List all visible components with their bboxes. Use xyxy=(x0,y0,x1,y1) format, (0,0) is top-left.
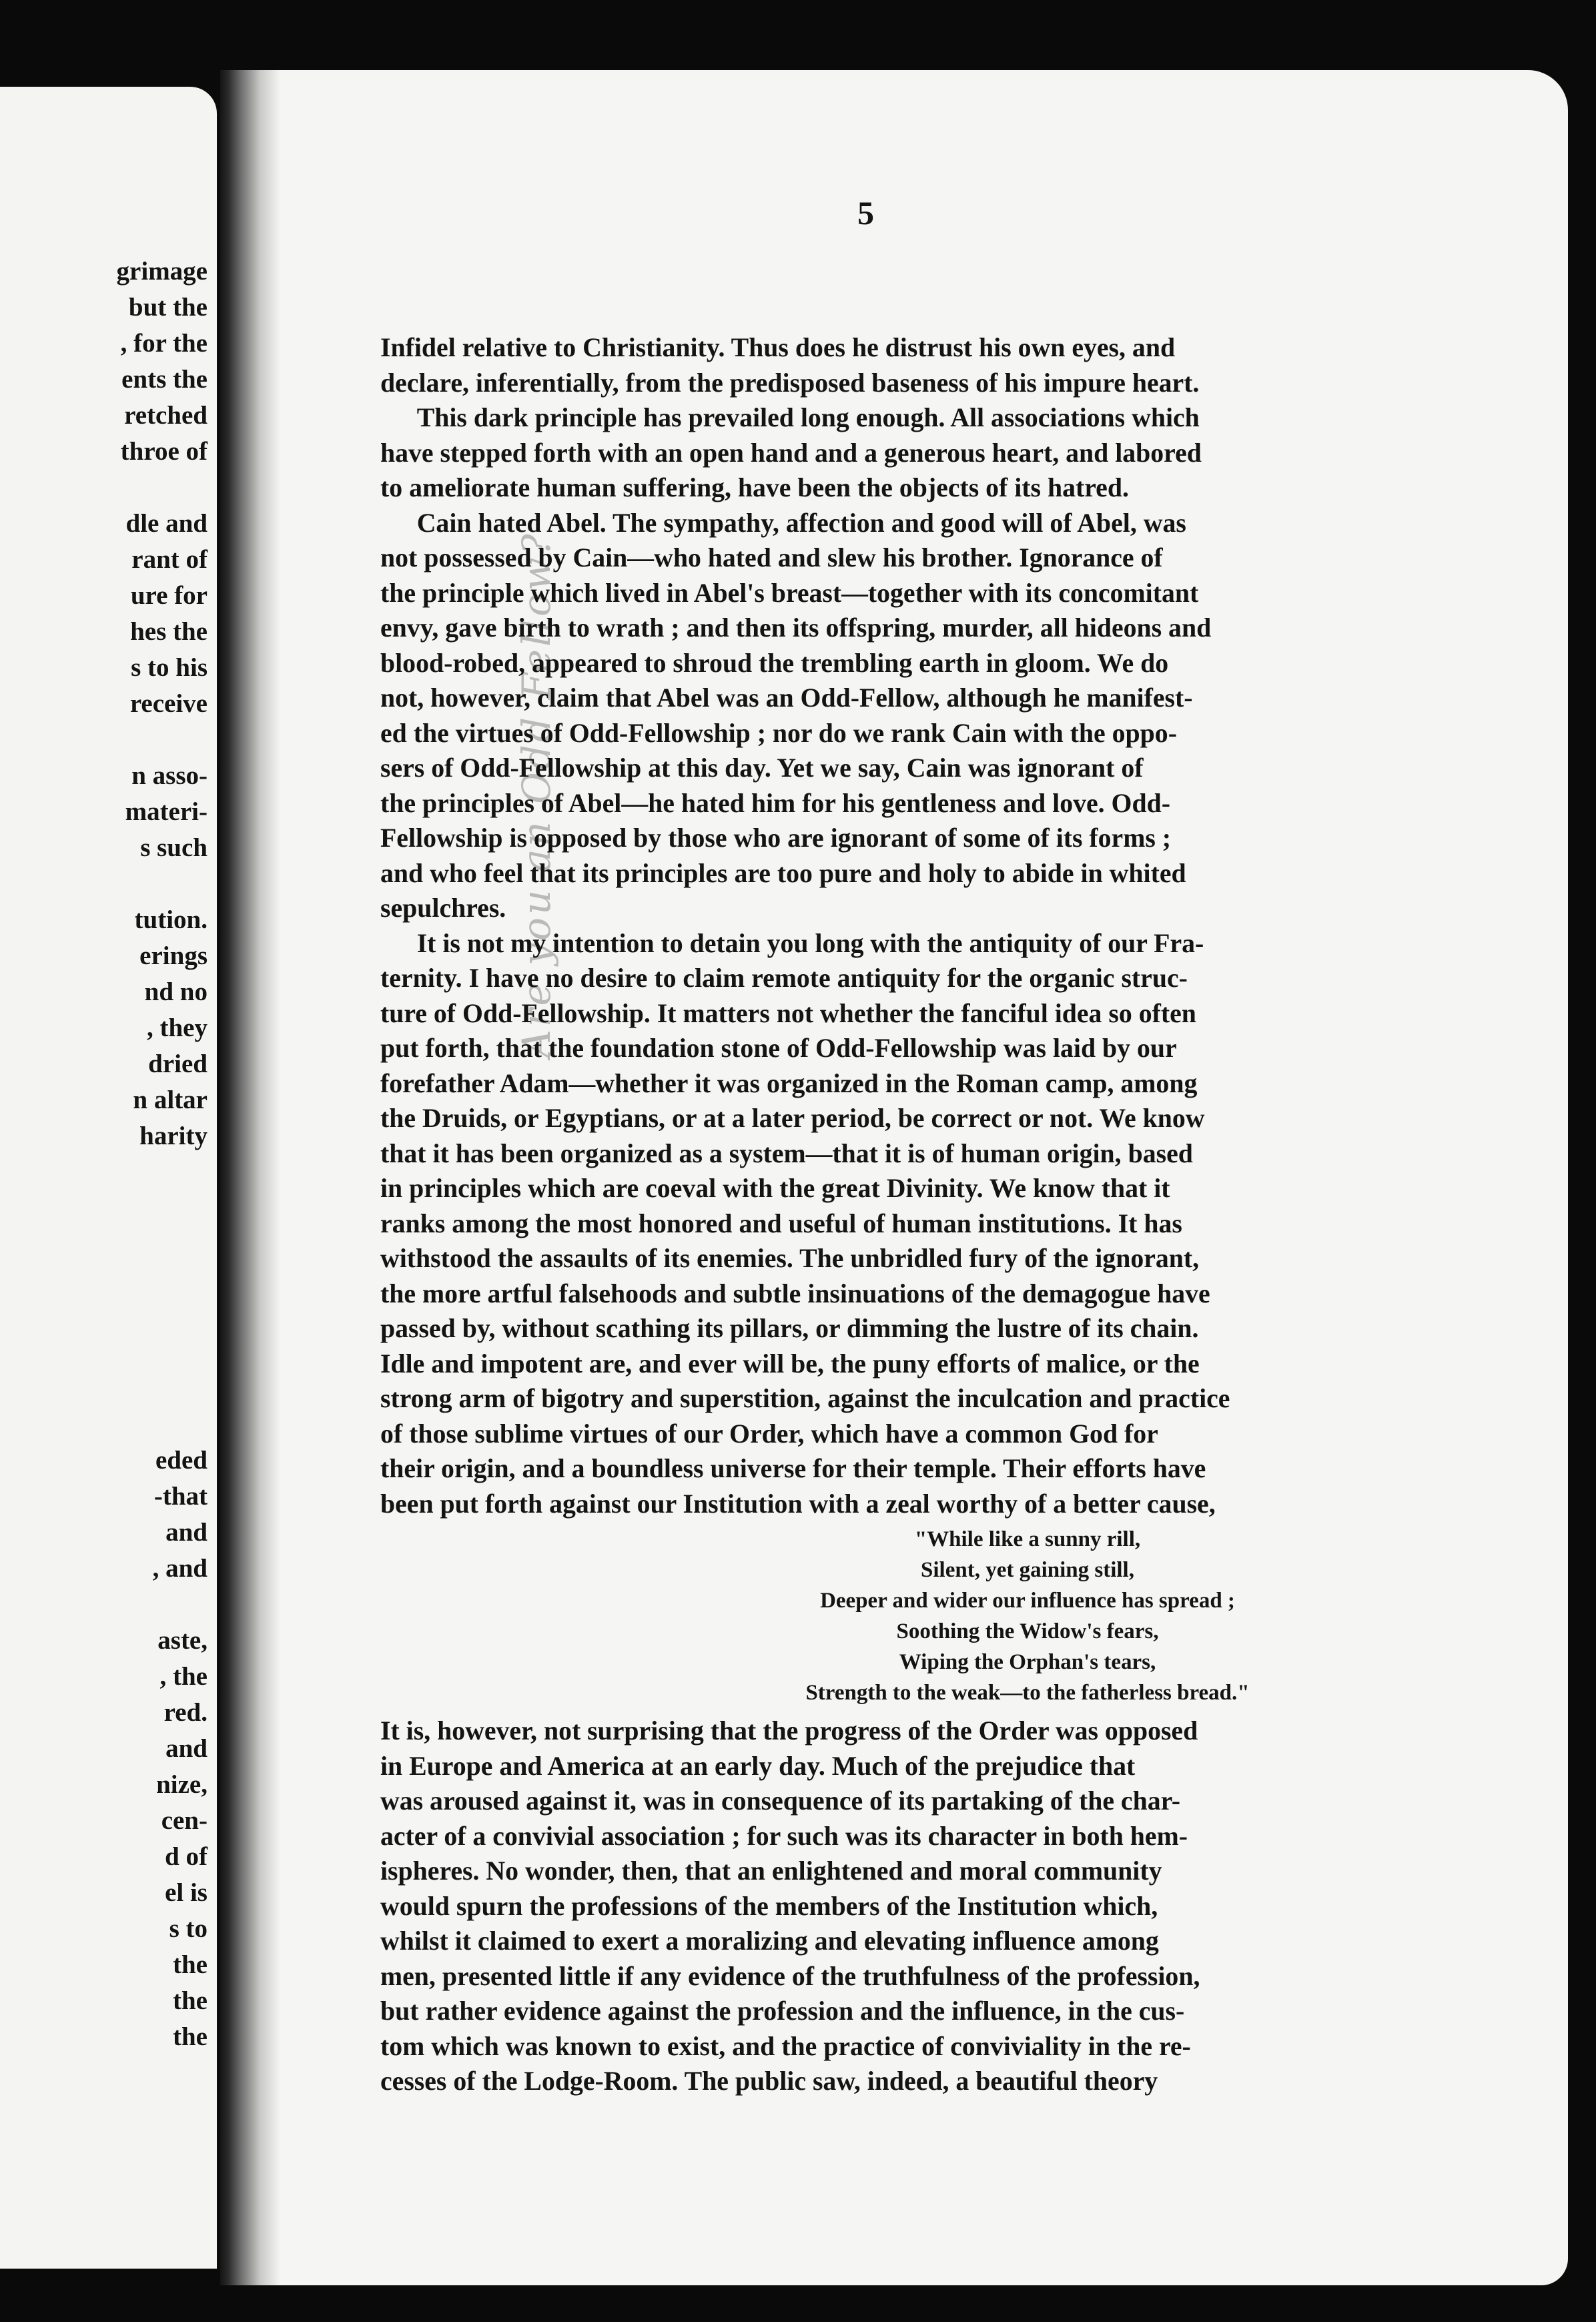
left-page-line: rant of xyxy=(131,545,208,574)
body-line: their origin, and a boundless universe for their temple. Their efforts have xyxy=(380,1453,1206,1483)
left-page-line: , the xyxy=(159,1662,208,1691)
body-line: not possessed by Cain—who hated and slew his brother. Ignorance of xyxy=(380,542,1163,572)
left-page-line: dle and xyxy=(125,509,208,538)
main-page xyxy=(220,70,1568,2285)
body-line: strong arm of bigotry and superstition, against the inculcation and practice xyxy=(380,1383,1230,1413)
body-line: ed the virtues of Odd-Fellowship ; nor do we rank Cain with the oppo- xyxy=(380,717,1177,748)
left-page-line: eded xyxy=(155,1446,208,1475)
left-page-line: retched xyxy=(124,401,208,430)
quote-line: Soothing the Widow's fears, xyxy=(896,1619,1159,1643)
left-page-line: harity xyxy=(139,1122,208,1150)
body-line: in principles which are coeval with the great Divinity. We know that it xyxy=(380,1173,1170,1203)
left-page-line: the xyxy=(173,1986,208,2015)
body-line: the more artful falsehoods and subtle insinuations of the demagogue have xyxy=(380,1278,1210,1308)
left-page-line: el is xyxy=(165,1878,208,1907)
left-page-line: aste, xyxy=(157,1626,208,1655)
body-line: Idle and impotent are, and ever will be, the puny efforts of malice, or the xyxy=(380,1348,1200,1379)
left-page-line: materi- xyxy=(125,797,208,826)
body-line: put forth, that the foundation stone of Odd-Fellowship was laid by our xyxy=(380,1033,1177,1063)
left-page-line: throe of xyxy=(120,437,208,466)
left-page-line: n altar xyxy=(133,1086,208,1114)
body-line: sepulchres. xyxy=(380,893,506,923)
body-line: ispheres. No wonder, then, that an enlightened and moral community xyxy=(380,1856,1162,1886)
body-line: the Druids, or Egyptians, or at a later period, be correct or not. We know xyxy=(380,1103,1205,1133)
body-line: tom which was known to exist, and the practice of conviviality in the re- xyxy=(380,2030,1191,2061)
body-line: forefather Adam—whether it was organized in the Roman camp, among xyxy=(380,1068,1198,1098)
body-line: Fellowship is opposed by those who are ignorant of some of its forms ; xyxy=(380,823,1172,853)
poem-quote xyxy=(380,1524,1568,1708)
quote-line: Strength to the weak—to the fatherless bread." xyxy=(805,1681,1250,1705)
left-page-line: , and xyxy=(152,1554,208,1583)
body-line: envy, gave birth to wrath ; and then its offspring, murder, all hideons and xyxy=(380,613,1212,643)
left-page-line: , they xyxy=(147,1014,208,1042)
body-line: not, however, claim that Abel was an Odd-Fellow, although he manifest- xyxy=(380,683,1193,713)
left-page-line: red. xyxy=(163,1698,208,1727)
left-page-line: the xyxy=(173,1950,208,1979)
left-page-line: cen- xyxy=(161,1806,208,1835)
body-line: Cain hated Abel. The sympathy, affection and good will of Abel, was xyxy=(416,507,1186,538)
body-line: passed by, without scathing its pillars, or dimming the lustre of its chain. xyxy=(380,1313,1199,1343)
left-page-line: receive xyxy=(129,689,208,718)
body-line: ternity. I have no desire to claim remote antiquity for the organic struc- xyxy=(380,963,1188,993)
left-page-line: erings xyxy=(139,941,208,970)
body-line: in Europe and America at an early day. Much of the prejudice that xyxy=(380,1750,1136,1781)
body-line: It is, however, not surprising that the progress of the Order was opposed xyxy=(380,1715,1198,1746)
body-text xyxy=(380,330,1568,2099)
body-line: the principle which lived in Abel's breast—together with its concomitant xyxy=(380,577,1199,608)
left-page-line: d of xyxy=(165,1842,208,1871)
left-page-line: ure for xyxy=(130,581,208,610)
left-page-line: grimage xyxy=(116,257,208,286)
body-line: blood-robed, appeared to shroud the trembling earth in gloom. We do xyxy=(380,647,1169,678)
left-page-line: ents the xyxy=(121,365,208,394)
body-line: ranks among the most honored and useful of human institutions. It has xyxy=(380,1208,1182,1238)
body-line: ture of Odd-Fellowship. It matters not whether the fanciful idea so often xyxy=(380,998,1196,1028)
body-line: This dark principle has prevailed long enough. All associations which xyxy=(416,402,1200,432)
page-number: 5 xyxy=(857,194,874,232)
body-line: to ameliorate human suffering, have been the objects of its hatred. xyxy=(380,472,1129,502)
quote-line: Silent, yet gaining still, xyxy=(921,1558,1134,1582)
handwritten-margin-note: Are you an Odd Fellow? xyxy=(514,531,559,1058)
left-page-line: s to his xyxy=(131,653,208,682)
spine-shadow xyxy=(220,70,280,2285)
body-line: have stepped forth with an open hand and a generous heart, and labored xyxy=(380,437,1202,468)
body-line: sers of Odd-Fellowship at this day. Yet we say, Cain was ignorant of xyxy=(380,753,1144,783)
body-line: Infidel relative to Christianity. Thus does he distrust his own eyes, and xyxy=(380,332,1176,362)
left-page-line: hes the xyxy=(130,617,208,646)
left-page-line: dried xyxy=(148,1050,208,1078)
body-line: would spurn the professions of the members of the Institution which, xyxy=(380,1890,1158,1921)
body-line: was aroused against it, was in consequence of its partaking of the char- xyxy=(380,1786,1181,1816)
left-page-line: and xyxy=(165,1734,208,1763)
left-page-line: but the xyxy=(128,293,208,322)
body-line: been put forth against our Institution with a zeal worthy of a better cause, xyxy=(380,1488,1216,1519)
left-page-line: tution. xyxy=(134,905,208,934)
body-line: of those sublime virtues of our Order, which have a common God for xyxy=(380,1418,1158,1449)
body-line: withstood the assaults of its enemies. The unbridled fury of the ignorant, xyxy=(380,1243,1200,1273)
left-page-line: n asso- xyxy=(131,761,208,790)
left-page-line: and xyxy=(165,1518,208,1547)
body-line: the principles of Abel—he hated him for his gentleness and love. Odd- xyxy=(380,787,1170,818)
left-page-line: the xyxy=(173,2022,208,2051)
body-line: It is not my intention to detain you long with the antiquity of our Fra- xyxy=(416,927,1204,958)
body-line: declare, inferentially, from the predisposed baseness of his impure heart. xyxy=(380,367,1200,398)
previous-page-fragment xyxy=(0,87,217,2269)
body-line: but rather evidence against the profession and the influence, in the cus- xyxy=(380,1996,1185,2026)
left-page-line: -that xyxy=(153,1482,208,1511)
body-line: cesses of the Lodge-Room. The public saw, indeed, a beautiful theory xyxy=(380,2066,1158,2096)
left-page-line: , for the xyxy=(120,329,208,358)
body-line: men, presented little if any evidence of the truthfulness of the profession, xyxy=(380,1960,1200,1991)
left-page-line: nd no xyxy=(144,978,208,1006)
quote-line: "While like a sunny rill, xyxy=(914,1527,1141,1551)
left-page-line: s such xyxy=(140,833,208,862)
body-line: whilst it claimed to exert a moralizing and elevating influence among xyxy=(380,1926,1159,1956)
body-line: that it has been organized as a system—that it is of human origin, based xyxy=(380,1138,1193,1168)
body-line: acter of a convivial association ; for such was its character in both hem- xyxy=(380,1820,1188,1851)
body-line: and who feel that its principles are too pure and holy to abide in whited xyxy=(380,857,1186,888)
left-page-line: nize, xyxy=(156,1770,208,1799)
quote-line: Deeper and wider our influence has spread ; xyxy=(820,1589,1235,1613)
quote-line: Wiping the Orphan's tears, xyxy=(899,1650,1156,1674)
left-page-line: s to xyxy=(169,1914,208,1943)
